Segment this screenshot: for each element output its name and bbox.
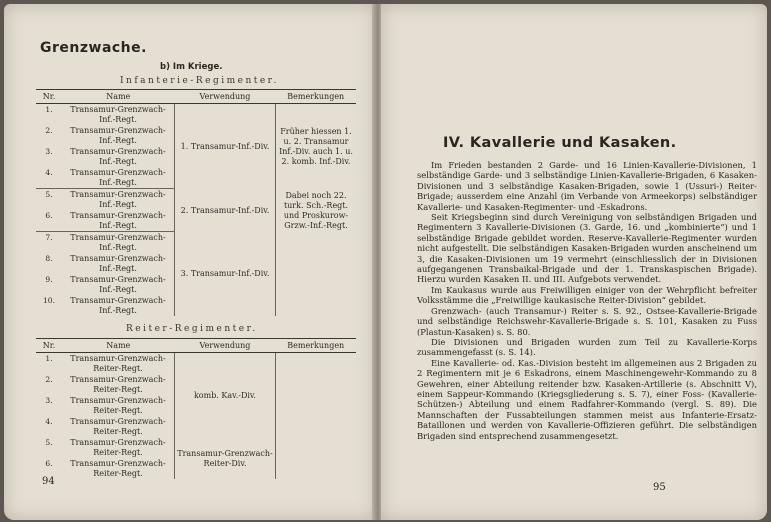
- table-row: 2. Transamur-Grenzwach-Inf.-Regt.: [45, 126, 166, 145]
- table-row: 4. Transamur-Grenzwach-Reiter-Regt.: [45, 417, 166, 436]
- right-page: [381, 4, 767, 520]
- group-verwendung: 1. Transamur-Inf.-Div.: [175, 104, 276, 189]
- group-verwendung: komb. Kav.-Div.: [175, 353, 276, 438]
- group-bemerkungen: Früher hiessen 1. u. 2. Transamur Inf.-Div. auch 1. u. 2. komb. Inf.-Div.: [276, 104, 357, 189]
- col-verwendung: Verwendung: [175, 339, 276, 353]
- group-bemerkungen: [276, 353, 357, 480]
- paragraph: Im Kaukasus wurde aus Freiwilligen einiger von der Wehrpflicht befreiter Volksstämme die „Freiwillige kaukasische Reiter-Division“ gebildet.: [417, 284, 757, 306]
- table-row: 6. Transamur-Grenzwach-Reiter-Regt.: [45, 459, 166, 478]
- col-verwendung: Verwendung: [175, 90, 276, 104]
- page-number-right: 95: [653, 482, 666, 493]
- left-page: [4, 4, 376, 520]
- table-row: 7. Transamur-Grenzwach-Inf.-Regt. 3. Transamur-Inf.-Div.: [36, 232, 356, 254]
- table-row: 5. Transamur-Grenzwach-Inf.-Regt. 2. Transamur-Inf.-Div. Dabei noch 22. turk. Sch.-Regt. und Proskurow-Grzw.-Inf.-Regt.: [36, 189, 356, 211]
- table-row: 4. Transamur-Grenzwach-Inf.-Regt.: [36, 167, 356, 189]
- table-header: [36, 90, 356, 104]
- paragraph: Im Frieden bestanden 2 Garde- und 16 Linien-Kavallerie-Divisionen, 1 selbständige Garde- und 3 selbständige Linien-Kavallerie-Brigaden, 6 Kasaken-Divisionen und 3 selbständige Kasaken-Brigaden, sowie 1 (Ussuri-) Reiter-Brigade; ausserdem eine Anzahl (im Verbande von Armeekorps) selbständiger Kavallerie- und Kasaken-Regimenter- und -Eskadrons.: [417, 160, 757, 212]
- cavalry-table: [36, 338, 356, 479]
- section-infantry: Infanterie-Regimenter.: [120, 76, 279, 86]
- group-bemerkungen: [276, 232, 357, 317]
- group-bemerkungen: Dabei noch 22. turk. Sch.-Regt. und Proskurow-Grzw.-Inf.-Regt.: [276, 189, 357, 232]
- paragraph: Grenzwach- (auch Transamur-) Reiter s. S. 92., Ostsee-Kavallerie-Brigade und selbständige Reichswehr-Kavallerie-Brigade s. S. 101, Kasaken zu Fuss (Plastun-Kasaken) s. S. 80.: [417, 305, 757, 337]
- group-verwendung: Transamur-Grenzwach-Reiter-Div.: [175, 437, 276, 479]
- paragraph: Die Divisionen und Brigaden wurden zum Teil zu Kavallerie-Korps zusammengefasst (s. S. 14).: [417, 336, 757, 358]
- col-name: Name: [62, 339, 175, 353]
- table-row: 3. Transamur-Grenzwach-Inf.-Regt.: [45, 147, 166, 166]
- table-row: 1. Transamur-Grenzwach-Reiter-Regt. komb. Kav.-Div.: [36, 353, 356, 375]
- paragraph: Seit Kriegsbeginn sind durch Vereinigung von selbständigen Brigaden und Regimentern 3 Kavallerie-Divisionen (3. Garde, 16. und „kombinierte“) und 1 selbständige Brigade gebildet worden. Reserve-Kavallerie-Regimenter wurden nicht aufgestellt. Die selbständigen Kasaken-Brigaden wurden anscheinend um 3, die Kasaken-Divisionen um 19 vermehrt (einschliesslich der in Divisionen aufgegangenen Transbaikal-Brigade und der 1. Transkaspischen Brigade). Hierzu wurden Kasaken II. und III. Aufgebots verwendet.: [417, 212, 757, 285]
- col-nr: Nr.: [36, 339, 62, 353]
- table-row: 1. Transamur-Grenzwach-Inf.-Regt. 1. Transamur-Inf.-Div. Früher hiessen 1. u. 2. Transamur Inf.-Div. auch 1. u. 2. komb. Inf.-Div.: [36, 104, 356, 126]
- table-header: [36, 339, 356, 353]
- col-bemerkungen: Bemerkungen: [276, 339, 357, 353]
- table-row: 5. Transamur-Grenzwach-Reiter-Regt. Transamur-Grenzwach-Reiter-Div.: [36, 437, 356, 458]
- table-row: 2. Transamur-Grenzwach-Reiter-Regt.: [45, 375, 166, 394]
- subheading: b) Im Kriege.: [160, 62, 223, 72]
- group-verwendung: 2. Transamur-Inf.-Div.: [175, 189, 276, 232]
- col-name: Name: [62, 90, 175, 104]
- page-number-left: 94: [42, 476, 55, 487]
- paragraph: Eine Kavallerie- od. Kas.-Division besteht im allgemeinen aus 2 Brigaden zu 2 Regimentern mit je 6 Eskadrons, einem Maschinengewehr-Kommando zu 8 Gewehren, einer Abteilung reitender bzw. Kasaken-Artillerie (s. Abschnitt V), einem Sappeur-Kommando (Kriegsgliederung s. S. 7), einer Foss- (Kavallerie-Schützen-) Abteilung und einem Radfahrer-Kommando (vergl. S. 89). Die Mannschaften der Fussabteilungen stammen meist aus Infanterie-Ersatz-Bataillonen und werden von Kavallerie-Offizieren geführt. Die selbständigen Brigaden sind entsprechend zusammengesetzt.: [417, 357, 757, 441]
- section-cavalry: Reiter-Regimenter.: [126, 324, 258, 334]
- table-row: 3. Transamur-Grenzwach-Reiter-Regt.: [45, 396, 166, 415]
- chapter-body: [417, 160, 757, 441]
- table-row: 10. Transamur-Grenzwach-Inf.-Regt.: [43, 296, 166, 315]
- page-heading: Grenzwache.: [40, 40, 147, 56]
- group-verwendung: 3. Transamur-Inf.-Div.: [175, 232, 276, 317]
- table-row: 9. Transamur-Grenzwach-Inf.-Regt.: [45, 275, 166, 294]
- infantry-table: [36, 89, 356, 316]
- col-nr: Nr.: [36, 90, 62, 104]
- col-bemerkungen: Bemerkungen: [276, 90, 357, 104]
- table-row: 6. Transamur-Grenzwach-Inf.-Regt.: [36, 210, 356, 232]
- table-row: 8. Transamur-Grenzwach-Inf.-Regt.: [45, 254, 166, 273]
- chapter-title: IV. Kavallerie und Kasaken.: [443, 135, 677, 151]
